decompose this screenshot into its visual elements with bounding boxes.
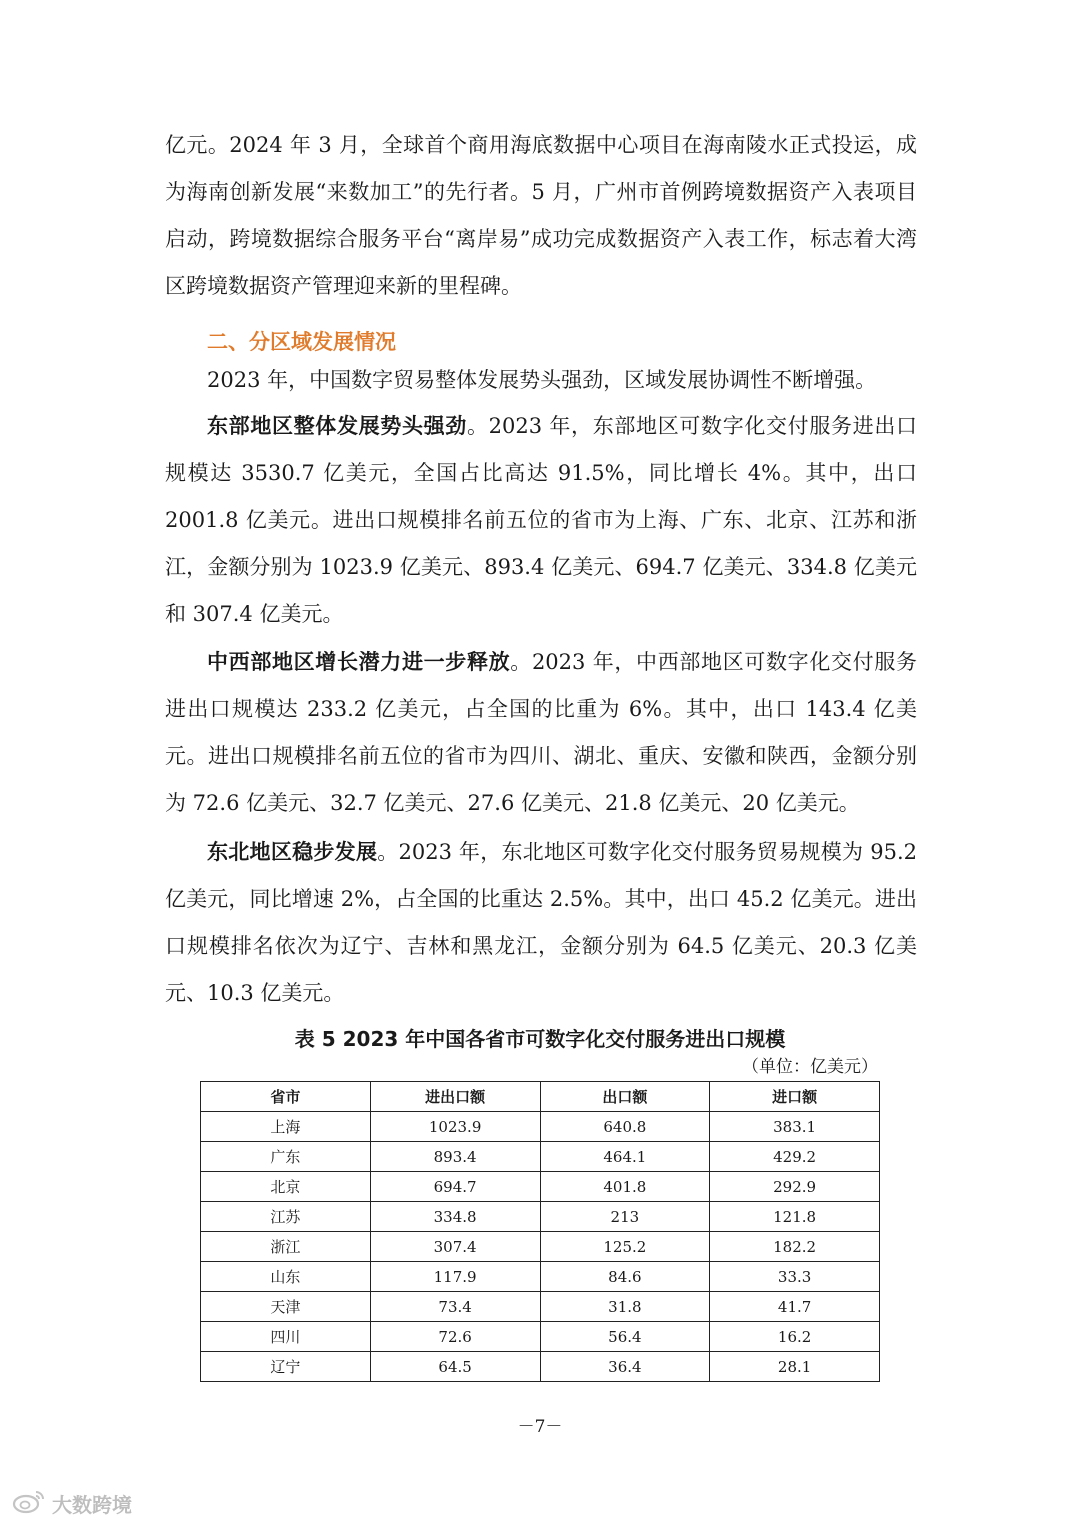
cell-import: 429.2 [710,1142,880,1172]
table-row [201,1352,880,1382]
cell-import: 182.2 [710,1232,880,1262]
table-row [201,1112,880,1142]
cell-export: 125.2 [540,1232,710,1262]
central-western-lead: 中西部地区增长潜力进一步释放 [207,650,511,674]
table-row [201,1172,880,1202]
cell-export: 401.8 [540,1172,710,1202]
paragraph-central-western-region [165,639,917,827]
cell-import: 16.2 [710,1322,880,1352]
cell-export: 56.4 [540,1322,710,1352]
paragraph-overview: 2023 年，中国数字贸易整体发展势头强劲，区域发展协调性不断增强。 [207,368,877,392]
table-row [201,1262,880,1292]
northeast-body: 。2023 年，东北地区可数字化交付服务贸易规模为 95.2 亿美元，同比增速 2%，占全国的比重达 2.5%。其中，出口 45.2 亿美元。进出口规模排名依次为辽宁、吉林和黑龙江，金额分别为 64.5 亿美元、20.3 亿美元、10.3 亿美元。 [165,840,917,1005]
cell-total: 72.6 [370,1322,540,1352]
cell-import: 121.8 [710,1202,880,1232]
header-export: 出口额 [540,1082,710,1112]
table-row [201,1322,880,1352]
table-row [201,1232,880,1262]
header-total: 进出口额 [370,1082,540,1112]
cell-province: 浙江 [201,1232,371,1262]
eastern-region-lead: 东部地区整体发展势头强劲 [207,414,467,438]
cell-province: 天津 [201,1292,371,1322]
cell-total: 893.4 [370,1142,540,1172]
page-number: －7－ [517,1417,563,1437]
eastern-region-body: 。2023 年，东部地区可数字化交付服务进出口规模达 3530.7 亿美元，全国占比高达 91.5%，同比增长 4%。其中，出口 2001.8 亿美元。进出口规模排名前五位的省市为上海、广东、北京、江苏和浙江，金额分别为 1023.9 亿美元、893.4 亿美元、694.7 亿美元、334.8 亿美元和 307.4 亿美元。 [165,414,917,626]
cell-total: 1023.9 [370,1112,540,1142]
cell-import: 292.9 [710,1172,880,1202]
cell-province: 上海 [201,1112,371,1142]
cell-export: 31.8 [540,1292,710,1322]
cell-import: 28.1 [710,1352,880,1382]
header-import: 进口额 [710,1082,880,1112]
table-header-row [201,1082,880,1112]
cell-province: 辽宁 [201,1352,371,1382]
cell-export: 84.6 [540,1262,710,1292]
cell-export: 213 [540,1202,710,1232]
province-trade-table [200,1081,880,1382]
section-title: 二、分区域发展情况 [207,330,396,354]
cell-export: 640.8 [540,1112,710,1142]
header-province: 省市 [201,1082,371,1112]
cell-total: 307.4 [370,1232,540,1262]
central-western-body: 。2023 年，中西部地区可数字化交付服务进出口规模达 233.2 亿美元，占全国的比重为 6%。其中，出口 143.4 亿美元。进出口规模排名前五位的省市为四川、湖北、重庆、安徽和陕西，金额分别为 72.6 亿美元、32.7 亿美元、27.6 亿美元、21.8 亿美元、20 亿美元。 [165,650,917,815]
cell-province: 江苏 [201,1202,371,1232]
table-caption: 表 5 2023 年中国各省市可数字化交付服务进出口规模 [294,1027,786,1051]
table-row [201,1292,880,1322]
watermark [12,1488,132,1519]
cell-province: 山东 [201,1262,371,1292]
cell-total: 117.9 [370,1262,540,1292]
table-unit: （单位：亿美元） [742,1057,878,1077]
cell-import: 383.1 [710,1112,880,1142]
cell-export: 464.1 [540,1142,710,1172]
cell-import: 33.3 [710,1262,880,1292]
cell-import: 41.7 [710,1292,880,1322]
paragraph-northeast-region [165,829,917,1017]
paragraph-intro: 亿元。2024 年 3 月，全球首个商用海底数据中心项目在海南陵水正式投运，成为海南创新发展“来数加工”的先行者。5 月，广州市首例跨境数据资产入表项目启动，跨境数据综合服务平台“离岸易”成功完成数据资产入表工作，标志着大湾区跨境数据资产管理迎来新的里程碑。 [165,133,917,298]
cell-total: 64.5 [370,1352,540,1382]
cell-total: 334.8 [370,1202,540,1232]
northeast-lead: 东北地区稳步发展 [207,840,378,864]
table-row [201,1202,880,1232]
cell-province: 北京 [201,1172,371,1202]
cell-province: 四川 [201,1322,371,1352]
cell-province: 广东 [201,1142,371,1172]
cell-total: 694.7 [370,1172,540,1202]
cell-total: 73.4 [370,1292,540,1322]
watermark-text: 大数跨境 [52,1493,132,1517]
table-row [201,1142,880,1172]
cell-export: 36.4 [540,1352,710,1382]
paragraph-eastern-region [165,403,917,638]
weibo-logo-icon [12,1488,46,1519]
